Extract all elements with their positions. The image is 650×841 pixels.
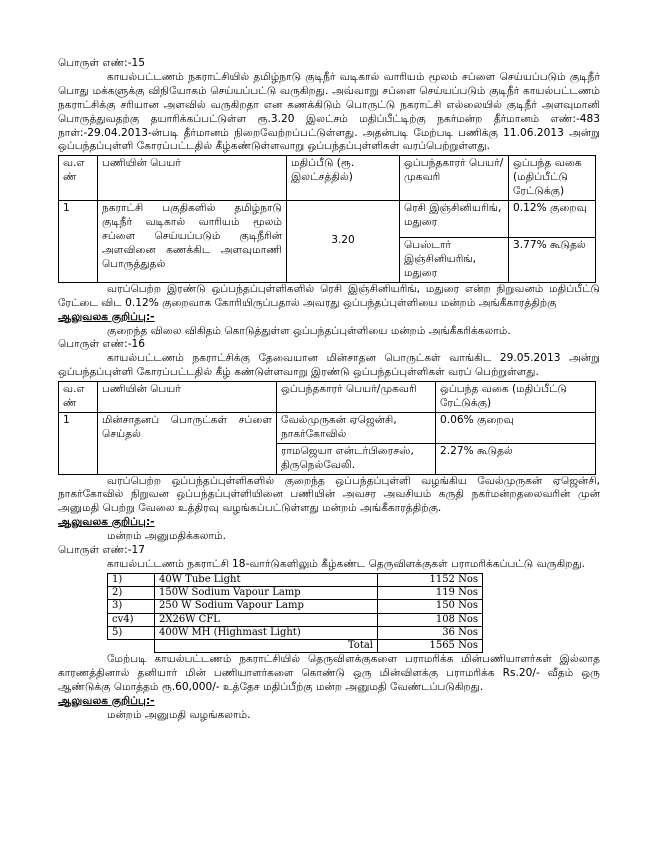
col-header-contractor: ஒப்பந்தகாரர் பெயர்/முகவரி: [400, 156, 509, 201]
subject-16-description: காயல்பட்டணம் நகராட்சிக்கு தேவையான மின்சாதன பொருட்கள் வாங்கிட 29.05.2013 அன்று ஒப்பந்தப்புள்ளி கோரப்பட்டதில் கீழ் கண்டுள்ளவாறு இரண்டு ஒப்பந்தப்புள்ளிகள் வரப் பெற்றுள்ளது.: [58, 352, 600, 379]
office-note-heading-17: ஆலுவலக குறிப்பு:-: [58, 694, 155, 707]
cell-item-name: 150W Sodium Vapour Lamp: [155, 587, 378, 600]
cell-item-qty: 1152 Nos: [378, 573, 483, 586]
cell-work: மின்சாதனப் பொருட்கள் சப்ளை செய்தல்: [98, 412, 277, 474]
cell-item-qty: 119 Nos: [378, 587, 483, 600]
cell-contractor-2: ராமஜெயா என்டர்பிரைசஸ், திருநெல்வேலி.: [277, 443, 436, 474]
subject-15-remarks: வரப்பெற்ற இரண்டு ஒப்பந்தப்புள்ளிகளில் ரெசி இஞ்சினியரிங், மதுரை என்ற நிறுவனம் மதிப்பீட்டு ரேட்டை விட 0.12% குறைவாக கோரியிருப்பதால் அவரது ஒப்பந்தப்புள்ளியை மன்றம் அங்கீகாரத்திற்கு: [58, 282, 600, 309]
office-note-15: குறைந்த விலை விகிதம் கொடுத்துள்ள ஒப்பந்தப்புள்ளியை மன்றம் அங்கீகரிக்கலாம்.: [107, 324, 511, 337]
table-row: [108, 626, 483, 639]
col-header-estimate: மதிப்பீடு (ரூ. இலட்சத்தில்): [287, 156, 400, 201]
table-row: [59, 412, 596, 443]
subject-17-description: காயல்பட்டணம் நகராட்சி 18-வார்டுகளிலும் கீழ்கண்ட தெருவிளக்குகள் பராமரிக்கப்பட்டு வருகிறது.: [107, 558, 586, 570]
cell-serial: 1: [59, 201, 98, 283]
tender-table-15: [58, 155, 596, 282]
cell-empty: [108, 639, 155, 652]
col-header-work: பணியின் பெயர்: [98, 156, 287, 201]
subject-heading-17: பொருள் எண்:-17: [58, 544, 146, 557]
streetlight-table: [107, 573, 483, 653]
cell-item-name: 2X26W CFL: [155, 613, 378, 626]
cell-contractor-1: வேல்முருகன் ஏஜென்சி, நாகர்கோவில்: [277, 412, 436, 443]
cell-item-no: 5): [108, 626, 155, 639]
col-header-rate: ஒப்பந்த வகை (மதிப்பீட்டு ரேட்டுக்கு): [509, 156, 596, 201]
cell-item-name: 250 W Sodium Vapour Lamp: [155, 600, 378, 613]
subject-16-remarks: வரப்பெற்ற ஒப்பந்தப்புள்ளிகளில் குறைந்த ஒப்பந்தப்புள்ளி வழங்கிய வேல்முருகன் ஏஜென்சி, நாகர்கோவில் நிறுவன ஒப்பந்தப்புள்ளியினை பணியின் அவசர அவசியம் கருதி நகர்மன்றதலைவரின் முன் அனுமதி பெற்று வேலை உத்திரவு வழங்கப்பட்டுள்ளது மன்றம் அங்கீகாரத்திற்கு.: [58, 474, 600, 515]
table-row: [108, 587, 483, 600]
cell-contractor-2: பெஸ்டார் இஞ்சினியரிங், மதுரை: [400, 238, 509, 283]
table-row: [108, 573, 483, 586]
col-header-serial: வ.எ ண்: [59, 382, 98, 413]
document-page: [58, 57, 600, 723]
cell-work: நகராட்சி பகுதிகளில் தமிழ்நாடு குடிநீர் வடிகால் வாரியம் மூலம் சப்ளை செய்யப்படும் குடிநீரின் அளவினை கணக்கிட அளவுமாணி பொருத்துதல்: [98, 201, 287, 283]
cell-rate-2: 2.27% கூடுதல்: [436, 443, 596, 474]
col-header-serial: வ.எ ண்: [59, 156, 98, 201]
col-header-work: பணியின் பெயர்: [98, 382, 277, 413]
tender-table-16: [58, 381, 596, 474]
subject-heading-16: பொருள் எண்:-16: [58, 338, 146, 351]
subject-17-remarks: மேற்படி காயல்பட்டணம் நகராட்சியில் தெருவிளக்குகளை பராமரிக்க மின்பணியாளர்கள் இல்லாத காரணத்தினால் தனியார் மின் பணியாளர்களை கொண்டு ஒரு மின்விளக்கு பராமரிக்க Rs.20/- வீதம் ஒரு ஆண்டுக்கு மொத்தம் ரூ.60,000/- உத்தேச மதிப்பீற்கு மன்ற அனுமதி வேண்டப்படுகிறது.: [58, 653, 600, 693]
table-row: [108, 613, 483, 626]
table-row: [59, 201, 596, 238]
cell-estimate: 3.20: [287, 201, 400, 283]
office-note-17: மன்றம் அனுமதி வழங்கலாம்.: [107, 708, 251, 721]
cell-item-no: 2): [108, 587, 155, 600]
subject-15-description: காயல்பட்டணம் நகராட்சியில் தமிழ்நாடு குடிநீர் வடிகால் வாரியம் மூலம் சப்ளை செய்யப்படும் குடிநீர் பொது மக்களுக்கு விநியோகம் செய்யப்பட்டு வருகிறது. அவ்வாறு சப்ளை செய்யப்படும் குடிநீர் காயல்பட்டணம் நகராட்சிக்கு சரியான அளவில் வருகிறதா என கணக்கிடும் பொருட்டு நகராட்சி எல்லையில் குடிநீர் அளவுமானி பொருத்துவதற்கு தயாரிக்கப்பட்டுள்ள ரூ.3.20 இலட்சம் மதிப்பீட்டிற்கு நகர்மன்ற தீர்மானம் எண்:-483 நாள்:-29.04.2013-ன்படி தீர்மானம் நிறைவேற்றப்பட்டுள்ளது. அதன்படி மேற்படி பணிக்கு 11.06.2013 அன்று ஒப்பந்தப்புள்ளி கோரப்பட்டதில் கீழ்கண்டுள்ளவாறு ஒப்பந்தப்புள்ளிகள் வரப்பெற்றுள்ளது.: [58, 70, 600, 153]
office-note-heading-15: ஆலுவலக குறிப்பு:-: [58, 310, 155, 323]
office-note-16: மன்றம் அனுமதிக்கலாம்.: [107, 530, 226, 543]
cell-item-no: 1): [108, 573, 155, 586]
table-header-row: [59, 156, 596, 201]
cell-rate-1: 0.12% குறைவு: [509, 201, 596, 238]
cell-item-no: cv4): [108, 613, 155, 626]
cell-item-qty: 108 Nos: [378, 613, 483, 626]
col-header-contractor: ஒப்பந்தகாரர் பெயர்/முகவரி: [277, 382, 436, 413]
cell-item-no: 3): [108, 600, 155, 613]
subject-heading-15: பொருள் எண்:-15: [58, 57, 146, 69]
col-header-rate: ஒப்பந்த வகை (மதிப்பீட்டு ரேட்டுக்கு): [436, 382, 596, 413]
total-qty: 1565 Nos: [378, 639, 483, 652]
office-note-heading-16: ஆலுவலக குறிப்பு:-: [58, 516, 155, 529]
table-header-row: [59, 382, 596, 413]
table-row: [108, 600, 483, 613]
cell-item-name: 400W MH (Highmast Light): [155, 626, 378, 639]
cell-serial: 1: [59, 412, 98, 474]
cell-item-qty: 150 Nos: [378, 600, 483, 613]
total-row: [108, 639, 483, 652]
cell-rate-2: 3.77% கூடுதல்: [509, 238, 596, 283]
total-label: Total: [155, 639, 378, 652]
cell-item-name: 40W Tube Light: [155, 573, 378, 586]
cell-rate-1: 0.06% குறைவு: [436, 412, 596, 443]
cell-item-qty: 36 Nos: [378, 626, 483, 639]
cell-contractor-1: ரெசி இஞ்சினியரிங், மதுரை: [400, 201, 509, 238]
